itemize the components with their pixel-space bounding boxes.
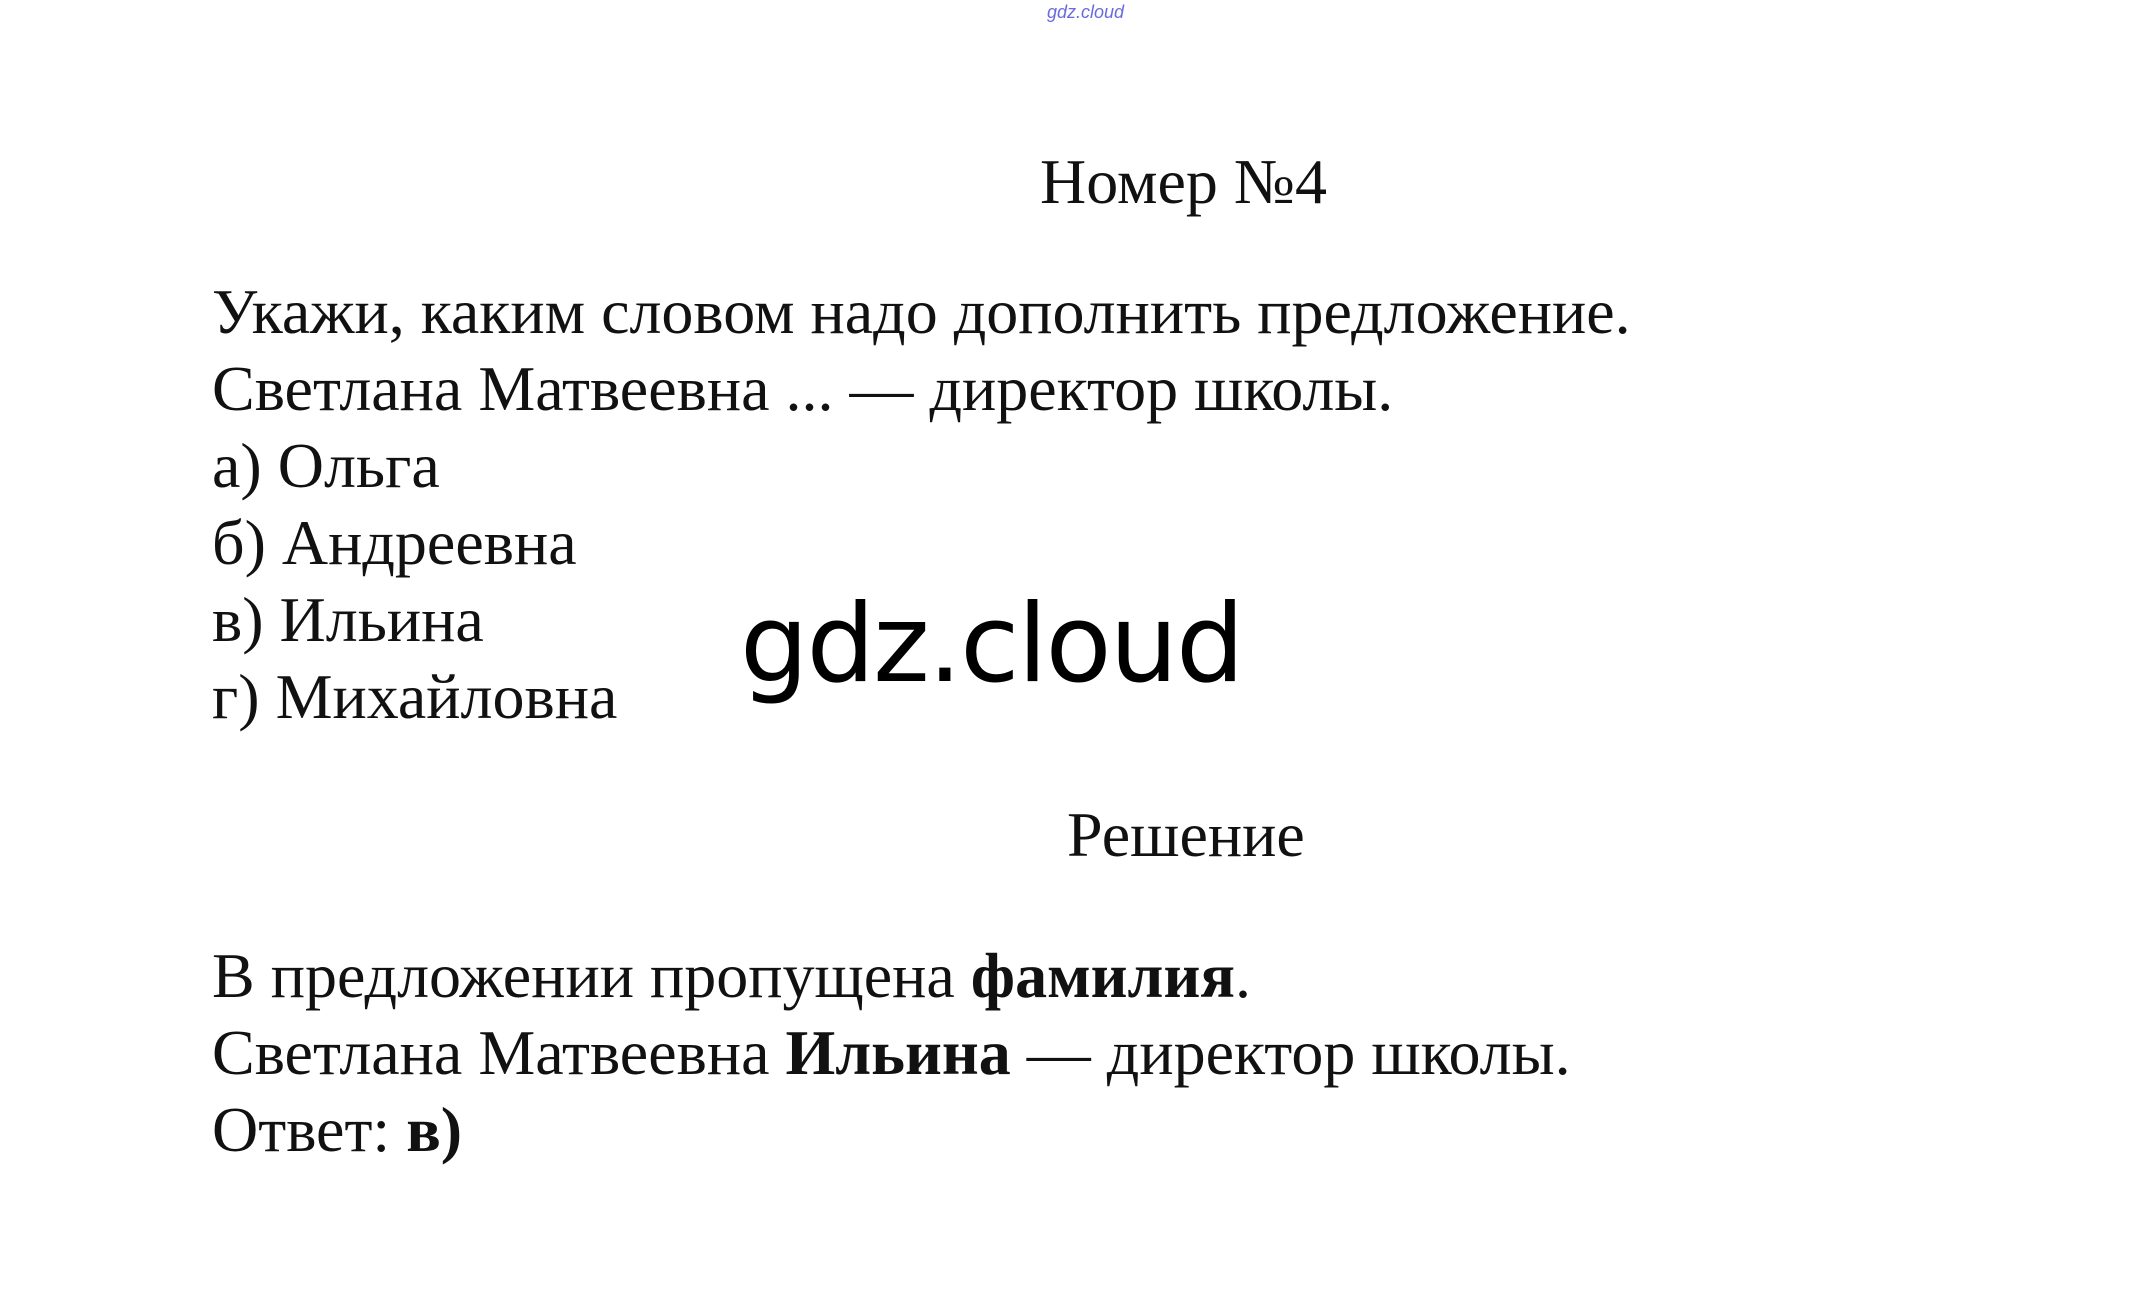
solution-line-2-end: — директор школы. [1010, 1017, 1571, 1088]
page-title: Номер №4 [1040, 146, 1327, 217]
solution-heading: Решение [1067, 799, 1305, 870]
option-b: б) Андреевна [212, 507, 577, 578]
option-c: в) Ильина [212, 584, 484, 655]
solution-answer-word: Ильина [785, 1017, 1011, 1088]
solution-line-2 [212, 1014, 1571, 1091]
option-a: а) Ольга [212, 430, 440, 501]
solution-line-1 [212, 937, 1571, 1014]
option-d: г) Михайловна [212, 661, 618, 732]
watermark-large: gdz.cloud [740, 582, 1243, 707]
solution-line-1-text: В предложении пропущена [212, 940, 971, 1011]
task-sentence: Светлана Матвеевна ... — директор школы. [212, 353, 1394, 424]
solution-block [212, 937, 1571, 1168]
answer-label: Ответ: [212, 1094, 407, 1165]
answer-value: в) [406, 1094, 463, 1165]
solution-line-1-end: . [1234, 940, 1251, 1011]
task-question: Укажи, каким словом надо дополнить предложение. [212, 276, 1631, 347]
solution-keyword: фамилия [970, 940, 1235, 1011]
solution-line-2-text: Светлана Матвеевна [212, 1017, 786, 1088]
answer-line [212, 1091, 1571, 1168]
watermark-small: gdz.cloud [1047, 2, 1125, 22]
